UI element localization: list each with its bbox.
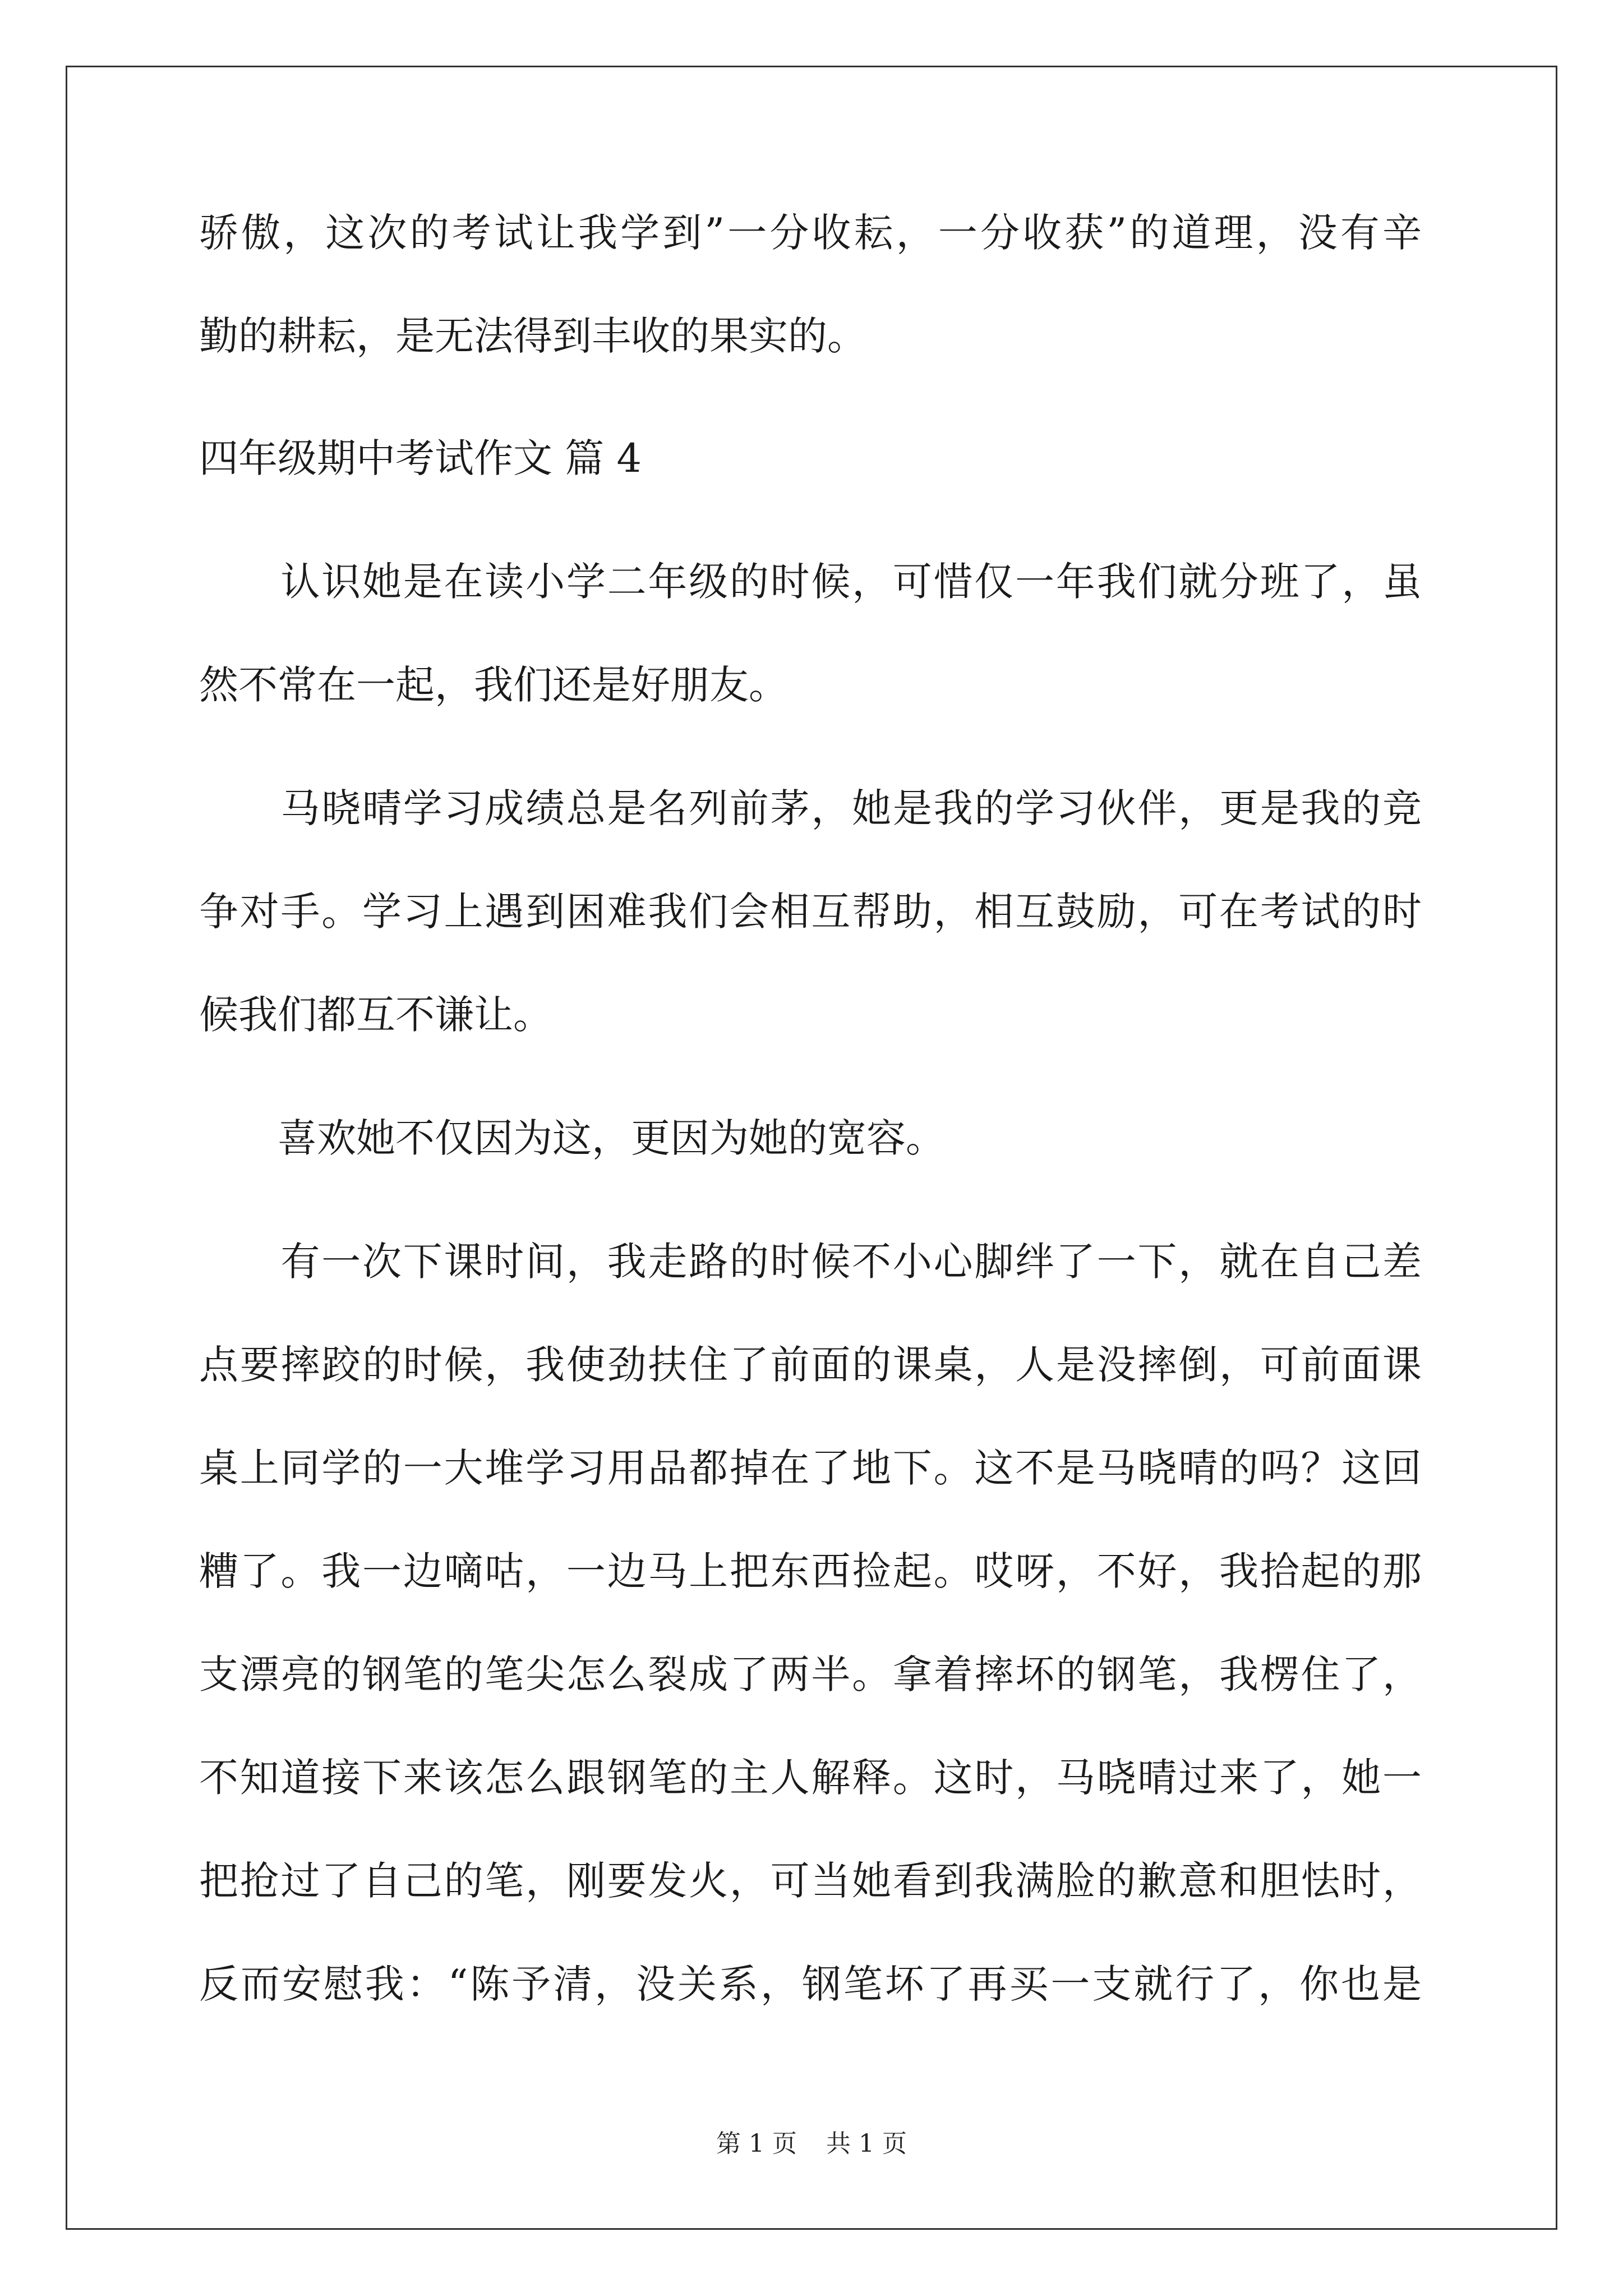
text-line: 然不常在一起，我们还是好朋友。 <box>199 662 788 708</box>
text-line: 不知道接下来该怎么跟钢笔的主人解释。这时，马晓晴过来了，她一 <box>199 1755 1422 1801</box>
text-line: 候我们都互不谦让。 <box>199 992 552 1038</box>
text-line: 有一次下课时间，我走路的时候不小心脚绊了一下，就在自己差 <box>199 1239 1422 1285</box>
text-line: 把抢过了自己的笔，刚要发火，可当她看到我满脸的歉意和胆怯时， <box>199 1858 1422 1904</box>
text-line: 支漂亮的钢笔的笔尖怎么裂成了两半。拿着摔坏的钢笔，我楞住了， <box>199 1651 1422 1697</box>
page-total: 共 1 页 <box>826 2129 907 2158</box>
page-footer <box>0 2129 1623 2158</box>
text-line: 桌上同学的一大堆学习用品都掉在了地下。这不是马晓晴的吗？这回 <box>199 1445 1422 1491</box>
document-body <box>199 210 1422 2007</box>
text-line: 骄傲，这次的考试让我学到”一分收耘，一分收获”的道理，没有辛 <box>199 210 1422 256</box>
text-line: 马晓晴学习成绩总是名列前茅，她是我的学习伙伴，更是我的竞 <box>199 785 1422 831</box>
text-line: 反而安慰我：“陈予清，没关系，钢笔坏了再买一支就行了，你也是 <box>199 1961 1422 2007</box>
text-line: 认识她是在读小学二年级的时候，可惜仅一年我们就分班了，虽 <box>199 559 1422 605</box>
text-line: 勤的耕耘，是无法得到丰收的果实的。 <box>199 313 866 359</box>
text-line: 争对手。学习上遇到困难我们会相互帮助，相互鼓励，可在考试的时 <box>199 889 1422 935</box>
page-number: 第 1 页 <box>716 2129 797 2158</box>
text-line: 点要摔跤的时候，我使劲扶住了前面的课桌，人是没摔倒，可前面课 <box>199 1342 1422 1388</box>
text-line: 糟了。我一边嘀咕，一边马上把东西捡起。哎呀，不好，我拾起的那 <box>199 1548 1422 1594</box>
text-line: 喜欢她不仅因为这，更因为她的宽容。 <box>199 1115 945 1161</box>
section-heading: 四年级期中考试作文 篇 4 <box>199 435 642 481</box>
